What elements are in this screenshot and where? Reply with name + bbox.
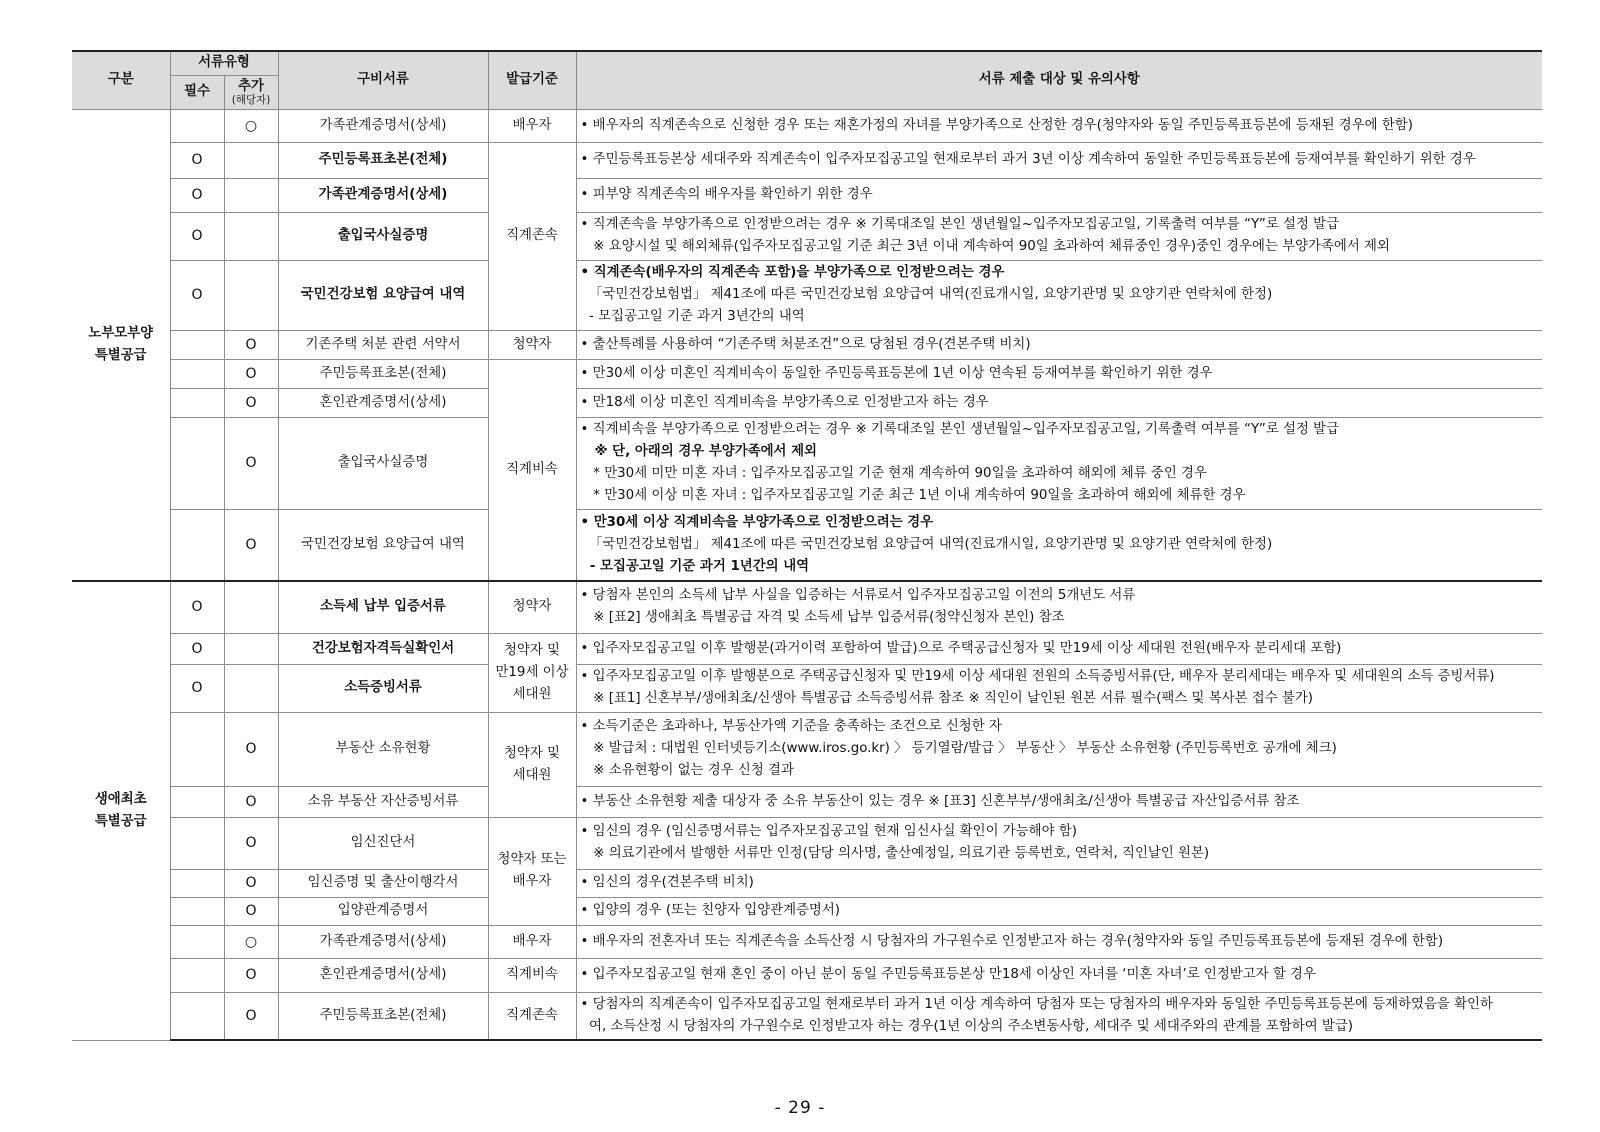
additional-mark: O	[224, 509, 278, 581]
additional-mark	[224, 142, 278, 178]
issuer-line: 청약자 및	[504, 745, 560, 761]
table-row	[72, 664, 1542, 712]
additional-mark: O	[224, 330, 278, 359]
note-line: • 임신의 경우 (임신증명서류는 입주자모집공고일 현재 임신사실 확인이 가능해야 함)	[580, 824, 1077, 839]
note-line: ※ 발급처 : 대법원 인터넷등기소(www.iros.go.kr) 〉 등기열람/발급 〉 부동산 〉 부동산 소유현황 (주민등록번호 공개에 체크)	[580, 741, 1337, 756]
table-row	[72, 417, 1542, 509]
required-mark: O	[170, 260, 224, 330]
table-row	[72, 212, 1542, 260]
note-line: • 배우자의 전혼자녀 또는 직계존속을 소득산정 시 당첨자의 가구원수로 인정받고자 하는 경우(청약자와 동일 주민등록표등본에 등재된 경우에 한함)	[580, 933, 1444, 949]
table-row	[72, 817, 1542, 869]
issuer-line: 청약자 또는	[497, 852, 567, 867]
additional-mark	[224, 581, 278, 633]
notes-cell	[576, 142, 1542, 178]
document-name: 주민등록표초본(전체)	[278, 359, 488, 388]
additional-mark: ○	[224, 109, 278, 142]
document-name: 주민등록표초본(전체)	[278, 992, 488, 1040]
note-line: • 직계비속을 부양가족으로 인정받으려는 경우 ※ 기록대조일 본인 생년월일~입주자모집공고일, 기록출력 여부를 “Y”로 설정 발급	[580, 422, 1340, 437]
notes-cell	[576, 212, 1542, 260]
document-name: 소유 부동산 자산증빙서류	[278, 786, 488, 817]
header-documents: 구비서류	[278, 51, 488, 109]
table-row	[72, 786, 1542, 817]
note-line: • 입주자모집공고일 이후 발행분으로 주택공급신청자 및 만19세 이상 세대원 전원의 소득증빙서류(단, 배우자 분리세대는 배우자 및 세대원의 소득 증빙서류)	[580, 669, 1495, 684]
additional-mark	[224, 664, 278, 712]
document-name: 혼인관계증명서(상세)	[278, 958, 488, 992]
note-line: • 입주자모집공고일 현재 혼인 중이 아닌 분이 동일 주민등록표등본상 만18세 이상인 자녀를 ‘미혼 자녀’로 인정받고자 할 경우	[580, 967, 1316, 982]
required-mark	[170, 509, 224, 581]
note-line: ※ 소유현황이 없는 경우 신청 결과	[580, 763, 794, 778]
table-row	[72, 509, 1542, 581]
required-mark: O	[170, 581, 224, 633]
additional-mark	[224, 260, 278, 330]
note-line: ※ [표2] 생애최초 특별공급 자격 및 소득세 납부 입증서류(청약신청자 본인) 참조	[580, 610, 1065, 626]
section-label-line: 노부모부양	[88, 325, 154, 341]
note-line: • 입주자모집공고일 이후 발행분(과거이력 포함하여 발급)으로 주택공급신청자 및 만19세 이상 세대원 전원(배우자 분리세대 포함)	[580, 640, 1342, 656]
note-line: • 입양의 경우 (또는 친양자 입양관계증명서)	[580, 903, 841, 918]
required-mark: O	[170, 178, 224, 212]
notes-cell	[576, 925, 1542, 958]
note-line: • 임신의 경우(견본주택 비치)	[580, 875, 754, 890]
section-label-line: 생애최초	[94, 791, 147, 807]
document-name: 소득세 납부 입증서류	[278, 581, 488, 633]
issuer-line: 청약자 및	[504, 642, 560, 658]
additional-mark: O	[224, 712, 278, 786]
document-name: 혼인관계증명서(상세)	[278, 388, 488, 417]
notes-cell	[576, 260, 1542, 330]
required-mark	[170, 417, 224, 509]
required-mark: O	[170, 633, 224, 664]
issuer-line: 세대원	[512, 767, 552, 783]
additional-mark: O	[224, 897, 278, 925]
notes-cell	[576, 359, 1542, 388]
issuer-line: 만19세 이상	[495, 664, 569, 680]
document-name: 가족관계증명서(상세)	[278, 178, 488, 212]
required-mark	[170, 786, 224, 817]
required-mark: O	[170, 142, 224, 178]
issuer-cell: 직계비속	[488, 359, 576, 581]
table-row	[72, 712, 1542, 786]
table-row	[72, 992, 1542, 1040]
table-header	[72, 51, 1542, 109]
required-mark	[170, 958, 224, 992]
document-name: 주민등록표초본(전체)	[278, 142, 488, 178]
document-name: 국민건강보험 요양급여 내역	[278, 509, 488, 581]
note-line: • 만18세 이상 미혼인 직계비속을 부양가족으로 인정받고자 하는 경우	[580, 394, 989, 410]
additional-mark: O	[224, 817, 278, 869]
note-line: 「국민건강보험법」 제41조에 따른 국민건강보험 요양급여 내역(진료개시일, 요양기관명 및 요양기관 연락처에 한정)	[580, 536, 1273, 552]
note-line: • 부동산 소유현황 제출 대상자 중 소유 부동산이 있는 경우 ※ [표3] 신혼부부/생애최초/신생아 특별공급 자산입증서류 참조	[580, 793, 1300, 809]
table-row	[72, 633, 1542, 664]
required-mark	[170, 330, 224, 359]
table-row	[72, 330, 1542, 359]
note-line: • 배우자의 직계존속으로 신청한 경우 또는 재혼가정의 자녀를 부양가족으로 산정한 경우(청약자와 동일 주민등록표등본에 등재된 경우에 한함)	[580, 117, 1413, 133]
notes-cell	[576, 992, 1542, 1040]
note-line: * 만30세 이상 미혼 자녀 : 입주자모집공고일 기준 최근 1년 이내 계속하여 90일을 초과하여 해외에 체류한 경우	[580, 488, 1246, 503]
issuer-cell: 직계존속	[488, 142, 576, 330]
notes-cell	[576, 388, 1542, 417]
note-line: ※ [표1] 신혼부부/생애최초/신생아 특별공급 소득증빙서류 참조 ※ 직인이 날인된 원본 서류 필수(팩스 및 복사본 접수 불가)	[580, 691, 1314, 706]
document-name: 임신진단서	[278, 817, 488, 869]
additional-mark: O	[224, 786, 278, 817]
notes-cell	[576, 664, 1542, 712]
table-row	[72, 581, 1542, 633]
table-row	[72, 260, 1542, 330]
note-line: • 만30세 이상 직계비속을 부양가족으로 인정받으려는 경우	[580, 514, 934, 530]
additional-mark: O	[224, 388, 278, 417]
document-name: 출입국사실증명	[278, 417, 488, 509]
table-row	[72, 359, 1542, 388]
header-applicable-label: (해당자)	[231, 93, 271, 106]
table-row	[72, 897, 1542, 925]
table-body	[72, 109, 1542, 1040]
required-mark	[170, 869, 224, 897]
additional-mark: O	[224, 359, 278, 388]
table-row	[72, 109, 1542, 142]
note-line: • 피부양 직계존속의 배우자를 확인하기 위한 경우	[580, 187, 873, 202]
note-line: • 직계존속을 부양가족으로 인정받으려는 경우 ※ 기록대조일 본인 생년월일~입주자모집공고일, 기록출력 여부를 “Y”로 설정 발급	[580, 217, 1340, 232]
header-notes: 서류 제출 대상 및 유의사항	[576, 51, 1542, 109]
note-line: • 소득기준은 초과하나, 부동산가액 기준을 충족하는 조건으로 신청한 자	[580, 719, 1002, 734]
additional-mark: O	[224, 958, 278, 992]
note-line: • 직계존속(배우자의 직계존속 포함)을 부양가족으로 인정받으려는 경우	[580, 265, 1005, 280]
document-name: 가족관계증명서(상세)	[278, 925, 488, 958]
notes-cell	[576, 509, 1542, 581]
additional-mark	[224, 212, 278, 260]
section-label-line: 특별공급	[94, 813, 147, 829]
note-line: ※ 단, 아래의 경우 부양가족에서 제외	[580, 444, 817, 459]
notes-cell	[576, 581, 1542, 633]
document-name: 출입국사실증명	[278, 212, 488, 260]
required-mark	[170, 712, 224, 786]
notes-cell	[576, 712, 1542, 786]
notes-cell	[576, 958, 1542, 992]
issuer-cell	[488, 817, 576, 925]
page-number: - 29 -	[774, 1098, 826, 1118]
note-line: * 만30세 미만 미혼 자녀 : 입주자모집공고일 기준 현재 계속하여 90일을 초과하여 해외에 체류 중인 경우	[580, 466, 1207, 481]
document-name: 국민건강보험 요양급여 내역	[278, 260, 488, 330]
notes-cell	[576, 786, 1542, 817]
document-name: 부동산 소유현황	[278, 712, 488, 786]
notes-cell	[576, 897, 1542, 925]
header-additional-label: 추가	[238, 78, 264, 94]
table-row	[72, 869, 1542, 897]
note-line: • 당첨자 본인의 소득세 납부 사실을 입증하는 서류로서 입주자모집공고일 이전의 5개년도 서류	[580, 588, 1136, 604]
document-name: 입양관계증명서	[278, 897, 488, 925]
issuer-cell	[488, 633, 576, 712]
required-mark	[170, 359, 224, 388]
issuer-line: 세대원	[512, 686, 552, 702]
issuer-cell	[488, 712, 576, 817]
document-name: 임신증명 및 출산이행각서	[278, 869, 488, 897]
notes-cell	[576, 869, 1542, 897]
required-mark: O	[170, 212, 224, 260]
table-row	[72, 925, 1542, 958]
note-line: • 만30세 이상 미혼인 직계비속이 동일한 주민등록표등본에 1년 이상 연속된 등재여부를 확인하기 위한 경우	[580, 365, 1213, 381]
note-line: ※ 요양시설 및 해외체류(입주자모집공고일 기준 최근 3년 이내 계속하여 90일 초과하여 체류중인 경우)중인 경우에는 부양가족에서 제외	[580, 239, 1390, 254]
header-required: 필수	[170, 75, 224, 109]
note-line: - 모집공고일 기준 과거 3년간의 내역	[580, 309, 805, 324]
header-doc-type: 서류유형	[170, 51, 278, 75]
issuer-cell: 배우자	[488, 109, 576, 142]
section-label-first-time	[72, 581, 170, 1040]
note-line: - 모집공고일 기준 과거 1년간의 내역	[580, 558, 810, 574]
notes-cell	[576, 633, 1542, 664]
note-line: ※ 의료기관에서 발행한 서류만 인정(담당 의사명, 출산예정일, 의료기관 등록번호, 연락처, 직인날인 원본)	[580, 846, 1210, 861]
required-mark	[170, 109, 224, 142]
notes-cell	[576, 417, 1542, 509]
issuer-cell: 직계존속	[488, 992, 576, 1040]
notes-cell	[576, 109, 1542, 142]
header-additional	[224, 75, 278, 109]
note-line: 「국민건강보험법」 제41조에 따른 국민건강보험 요양급여 내역(진료개시일, 요양기관명 및 요양기관 연락처에 한정)	[580, 287, 1273, 302]
header-issuer: 발급기준	[488, 51, 576, 109]
required-mark	[170, 925, 224, 958]
note-line: 여, 소득산정 시 당첨자의 가구원수로 인정받고자 하는 경우(1년 이상의 주소변동사항, 세대주 및 세대주와의 관계를 포함하여 발급)	[580, 1018, 1353, 1034]
notes-cell	[576, 817, 1542, 869]
issuer-cell: 청약자	[488, 581, 576, 633]
issuer-cell: 배우자	[488, 925, 576, 958]
note-line: • 주민등록표등본상 세대주와 직계존속이 입주자모집공고일 현재로부터 과거 3년 이상 계속하여 동일한 주민등록표등본에 등재여부를 확인하기 위한 경우	[580, 152, 1476, 167]
notes-cell	[576, 330, 1542, 359]
issuer-cell: 청약자	[488, 330, 576, 359]
document-requirements-table	[72, 50, 1542, 1041]
additional-mark: O	[224, 992, 278, 1040]
document-name: 소득증빙서류	[278, 664, 488, 712]
document-name: 건강보험자격득실확인서	[278, 633, 488, 664]
required-mark	[170, 992, 224, 1040]
additional-mark: O	[224, 417, 278, 509]
table-row	[72, 388, 1542, 417]
additional-mark: ○	[224, 925, 278, 958]
required-mark	[170, 388, 224, 417]
additional-mark: O	[224, 869, 278, 897]
issuer-cell: 직계비속	[488, 958, 576, 992]
required-mark	[170, 817, 224, 869]
section-label-line: 특별공급	[94, 347, 147, 363]
issuer-line: 배우자	[512, 874, 552, 889]
required-mark: O	[170, 664, 224, 712]
header-category: 구분	[72, 51, 170, 109]
table-row	[72, 178, 1542, 212]
additional-mark	[224, 633, 278, 664]
note-line: • 당첨자의 직계존속이 입주자모집공고일 현재로부터 과거 1년 이상 계속하여 당첨자 또는 당첨자의 배우자와 동일한 주민등록표등본에 등재하였음을 확인하	[580, 996, 1493, 1012]
note-line: • 출산특례를 사용하여 “기존주택 처분조건”으로 당첨된 경우(견본주택 비치)	[580, 336, 1031, 352]
table-row	[72, 142, 1542, 178]
required-mark	[170, 897, 224, 925]
section-label-elderly	[72, 109, 170, 581]
document-name: 가족관계증명서(상세)	[278, 109, 488, 142]
notes-cell	[576, 178, 1542, 212]
document-name: 기존주택 처분 관련 서약서	[278, 330, 488, 359]
additional-mark	[224, 178, 278, 212]
table-row	[72, 958, 1542, 992]
